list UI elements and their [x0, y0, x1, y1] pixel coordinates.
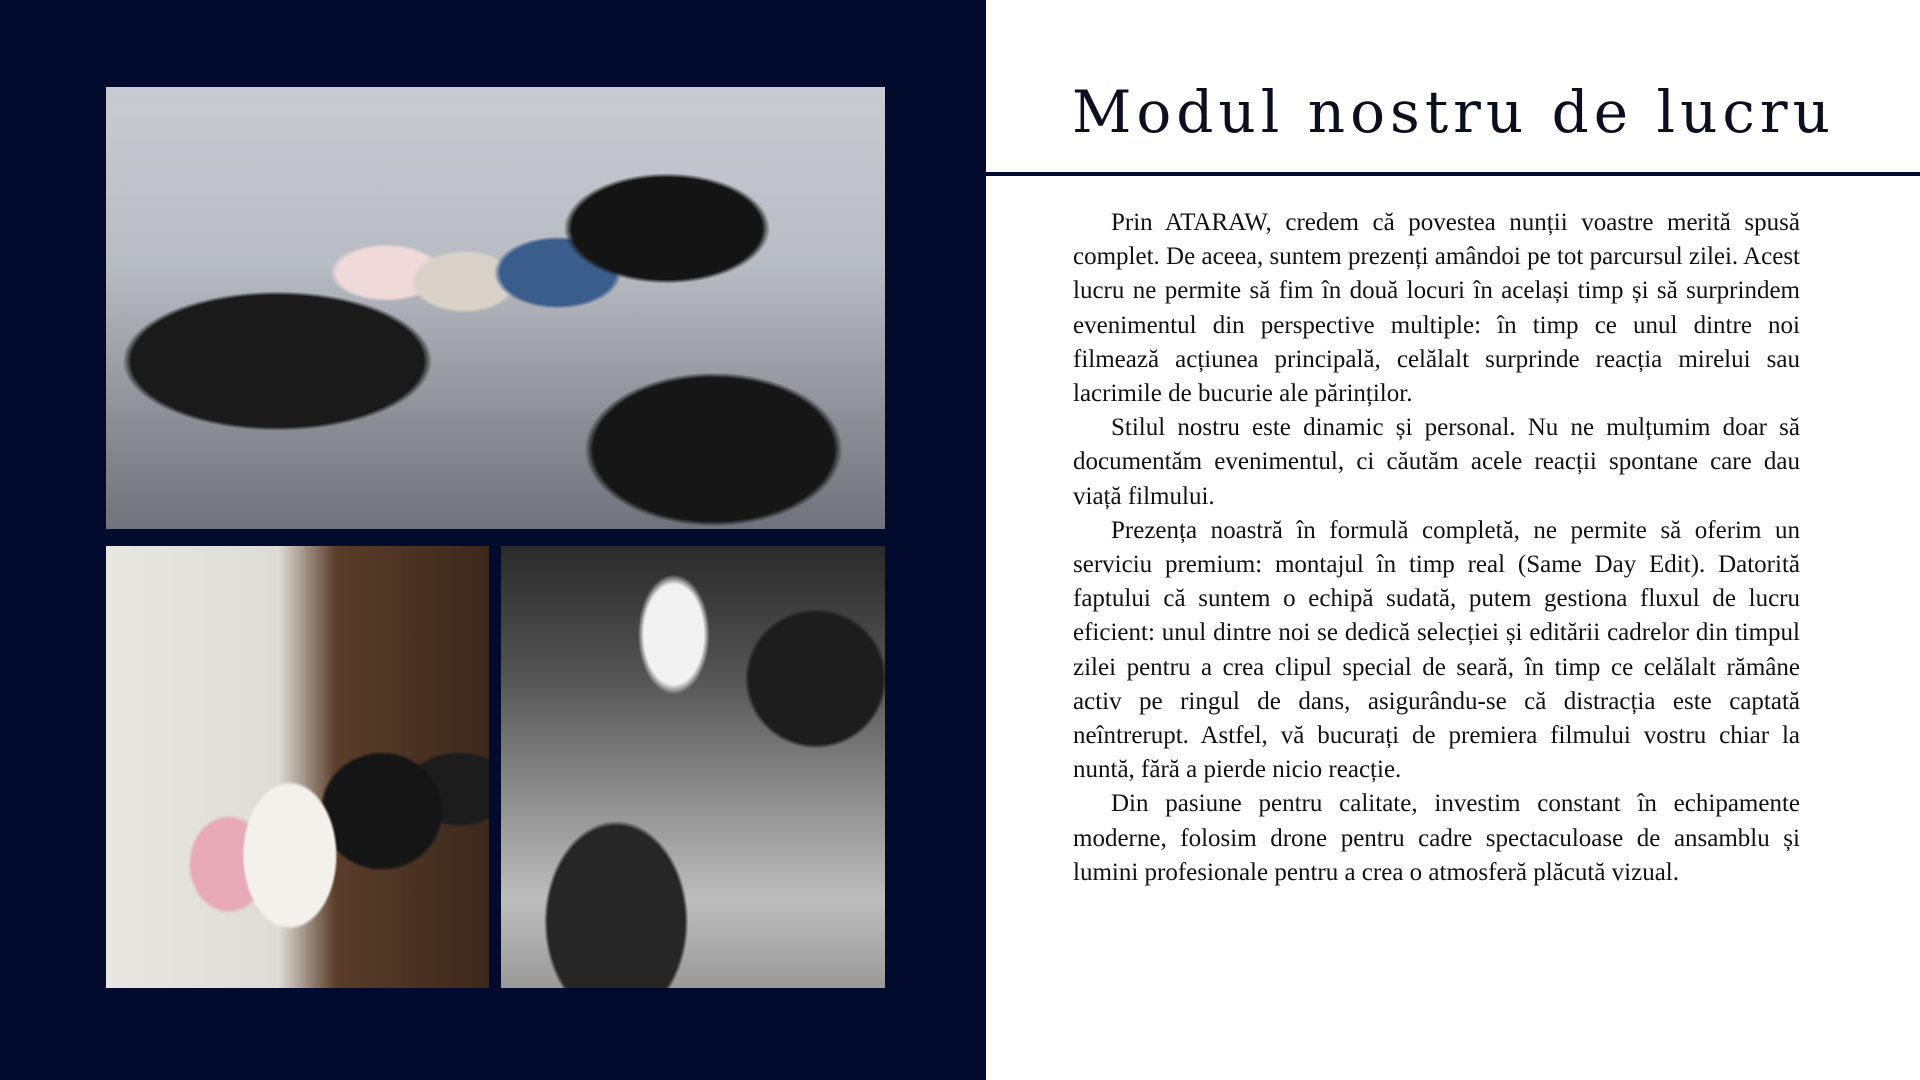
paragraph: Prin ATARAW, credem că povestea nunții voastre merită spusă complet. De aceea, suntem prezenți amândoi pe tot parcursul zilei. Acest lucru ne permite să fim în două locuri în același timp și să surprindem evenimentul din perspective multiple: în timp ce unul dintre noi filmează acțiunea principală, celălalt surprinde reacția mirelui sau lacrimile de bucurie ale părinților. — [1073, 209, 1800, 408]
body-text — [1073, 206, 1800, 890]
paragraph: Din pasiune pentru calitate, investim constant în echipamente moderne, folosim drone pentru cadre spectaculoase de ansamblu și lumini profesionale pentru a crea o atmosferă plăcută vizual. — [1073, 790, 1800, 886]
page-title: Modul nostru de lucru — [1072, 78, 1835, 146]
photo-editing-laptop — [501, 546, 885, 988]
title-divider — [986, 172, 1920, 176]
paragraph: Stilul nostru este dinamic și personal. Nu ne mulțumim doar să documentăm evenimentul, ci căutăm acele reacții spontane care dau viață filmului. — [1073, 414, 1800, 510]
photo-bride-dressing — [106, 546, 489, 988]
photo-toast-filming — [106, 87, 885, 529]
paragraph: Prezența noastră în formulă completă, ne permite să oferim un serviciu premium: montajul în timp real (Same Day Edit). Datorită faptului că suntem o echipă sudată, putem gestiona fluxul de lucru eficient: unul dintre noi se dedică selecției și editării cadrelor din timpul zilei pentru a crea clipul special de seară, în timp ce celălalt rămâne activ pe ringul de dans, asigurându-se că distracția este captată neîntrerupt. Astfel, vă bucurați de premiera filmului vostru chiar la nuntă, fără a pierde nicio reacție. — [1073, 516, 1800, 784]
